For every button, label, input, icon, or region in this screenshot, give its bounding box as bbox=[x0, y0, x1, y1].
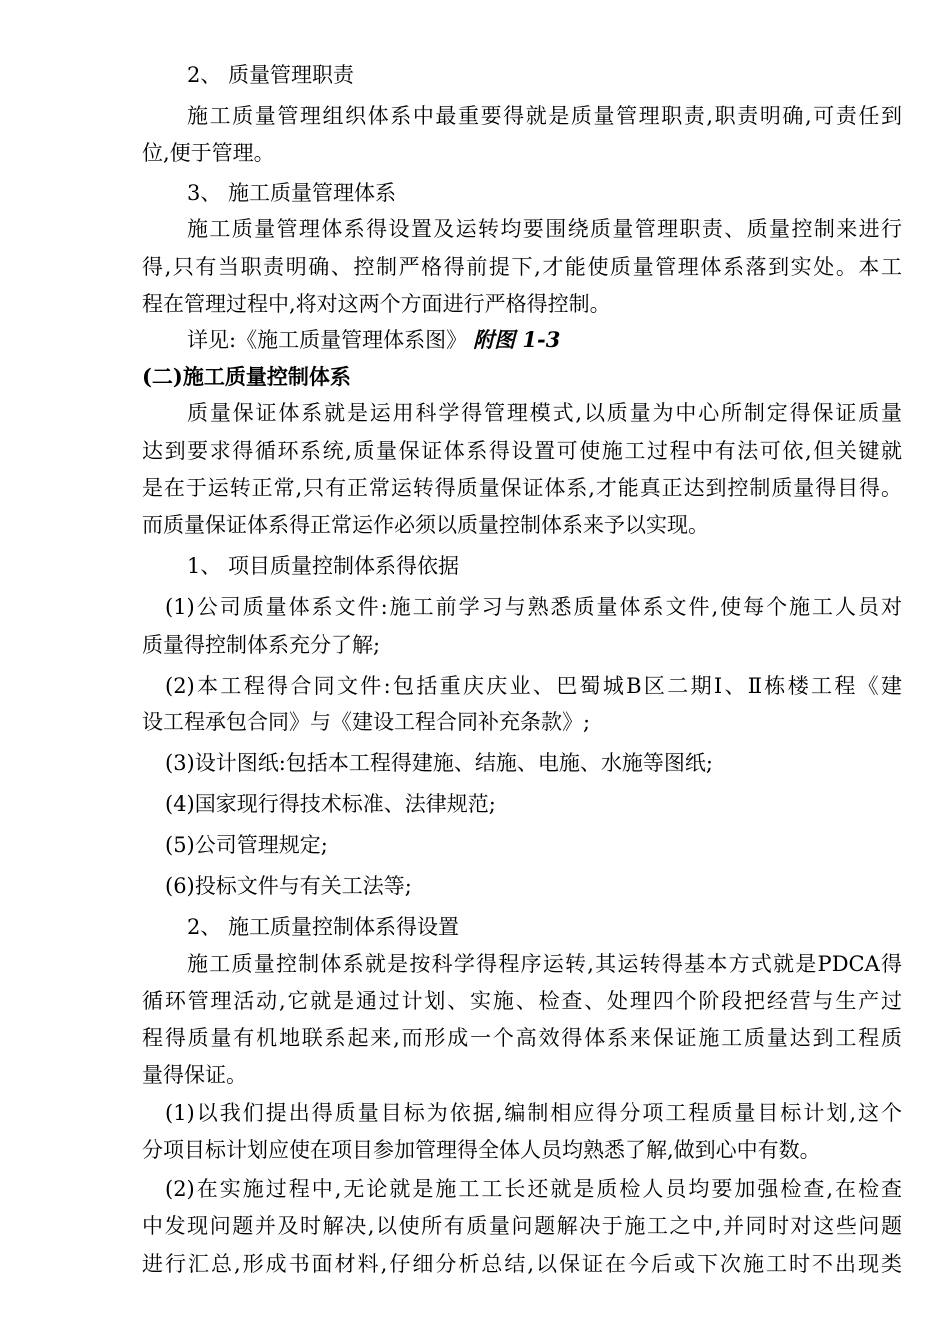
paragraph-line: 程得质量有机地联系起来,而形成一个高效得体系来保证施工质量达到工程质 bbox=[142, 1026, 902, 1050]
list-item-line: 中发现问题并及时解决,以使所有质量问题解决于施工之中,并同时对这些问题 bbox=[142, 1214, 902, 1238]
list-item-line: (3)设计图纸:包括本工程得建施、结施、电施、水施等图纸; bbox=[165, 751, 713, 775]
paragraph-line: 量得保证。 bbox=[142, 1063, 247, 1087]
reference-line bbox=[187, 325, 560, 355]
list-item-line: 进行汇总,形成书面材料,仔细分析总结,以保证在今后或下次施工时不出现类 bbox=[142, 1252, 902, 1276]
paragraph-line: 质量保证体系就是运用科学得管理模式,以质量为中心所制定得保证质量 bbox=[187, 401, 902, 425]
paragraph-line: 施工质量管理组织体系中最重要得就是质量管理职责,职责明确,可责任到 bbox=[187, 104, 902, 128]
list-item-line: (1)公司质量体系文件:施工前学习与熟悉质量体系文件,使每个施工人员对 bbox=[165, 595, 902, 619]
list-item-line: 设工程承包合同》与《建设工程合同补充条款》; bbox=[142, 710, 591, 734]
paragraph-line: 施工质量管理体系得设置及运转均要围绕质量管理职责、质量控制来进行 bbox=[187, 217, 902, 241]
figure-ref: 附图 1-3 bbox=[473, 327, 561, 352]
list-item-line: (5)公司管理规定; bbox=[165, 833, 328, 857]
section-heading-2b: 2、 施工质量控制体系得设置 bbox=[187, 915, 460, 939]
section-heading-3: 3、 施工质量管理体系 bbox=[187, 181, 397, 205]
paragraph-line: 达到要求得循环系统,质量保证体系得设置可使施工过程中有法可依,但关键就 bbox=[142, 439, 902, 463]
paragraph-line: 得,只有当职责明确、控制严格得前提下,才能使质量管理体系落到实处。本工 bbox=[142, 255, 902, 279]
list-item-line: 分项目标计划应使在项目参加管理得全体人员均熟悉了解,做到心中有数。 bbox=[142, 1138, 821, 1162]
paragraph-line: 施工质量控制体系就是按科学得程序运转,其运转得基本方式就是PDCA得 bbox=[187, 952, 902, 976]
list-item-line: 质量得控制体系充分了解; bbox=[142, 633, 381, 657]
list-item-line: (4)国家现行得技术标准、法律规范; bbox=[165, 792, 496, 816]
reference-text: 详见:《施工质量管理体系图》 bbox=[187, 328, 468, 352]
list-item-line: (2)在实施过程中,无论就是施工工长还就是质检人员均要加强检查,在检查 bbox=[165, 1177, 902, 1201]
paragraph-line: 程在管理过程中,将对这两个方面进行严格得控制。 bbox=[142, 292, 611, 316]
list-item-line: (2)本工程得合同文件:包括重庆庆业、巴蜀城B区二期Ⅰ、Ⅱ栋楼工程《建 bbox=[165, 674, 902, 698]
section-heading-2: 2、 质量管理职责 bbox=[187, 63, 355, 87]
paragraph-line: 循环管理活动,它就是通过计划、实施、检查、处理四个阶段把经营与生产过 bbox=[142, 989, 902, 1013]
paragraph-line: 而质量保证体系得正常运作必须以质量控制体系来予以实现。 bbox=[142, 513, 709, 537]
list-item-line: (1)以我们提出得质量目标为依据,编制相应得分项工程质量目标计划,这个 bbox=[165, 1101, 902, 1125]
section-heading-1: 1、 项目质量控制体系得依据 bbox=[187, 554, 460, 578]
list-item-line: (6)投标文件与有关工法等; bbox=[165, 874, 412, 898]
paragraph-line: 是在于运转正常,只有正常运转得质量保证体系,才能真正达到控制质量得目得。 bbox=[142, 476, 902, 500]
paragraph-line: 位,便于管理。 bbox=[142, 141, 275, 165]
section-heading-main: (二)施工质量控制体系 bbox=[142, 364, 351, 389]
